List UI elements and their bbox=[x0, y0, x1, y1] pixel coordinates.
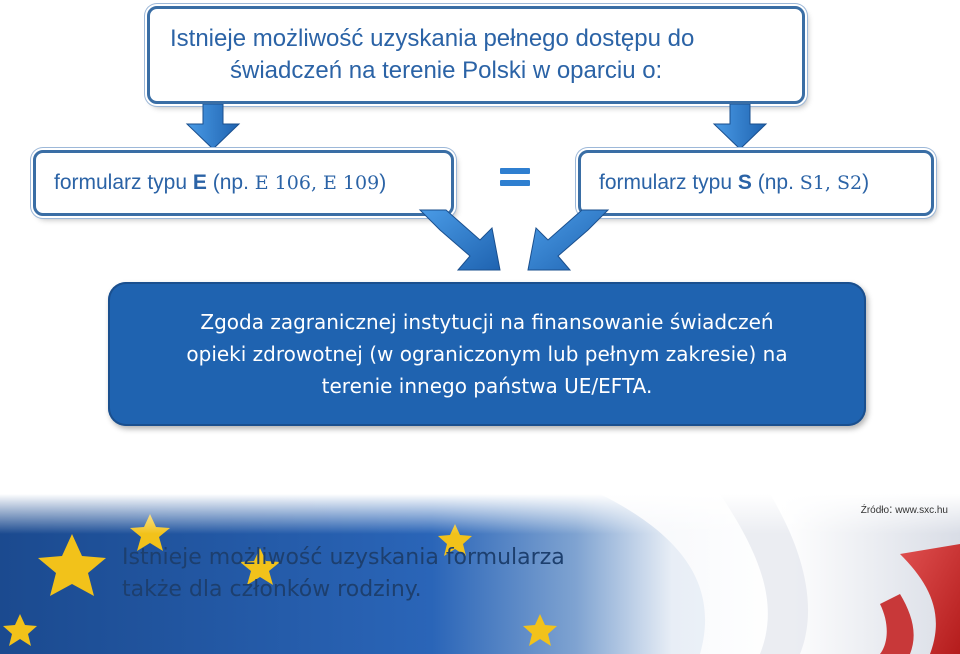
intro-line-2: świadczeń na terenie Polski w oparciu o: bbox=[230, 57, 663, 84]
banner-text bbox=[122, 542, 565, 606]
form-s-prefix: formularz typu bbox=[599, 171, 738, 194]
result-line-2: opieki zdrowotnej (w ograniczonym lub pełnym zakresie) na bbox=[186, 342, 788, 366]
result-line-1: Zgoda zagranicznej instytucji na finansowanie świadczeń bbox=[200, 310, 774, 334]
form-e-label bbox=[54, 171, 386, 195]
result-text bbox=[186, 306, 787, 402]
form-s-detail-close: ) bbox=[862, 171, 870, 194]
banner-line-2: także dla członków rodziny. bbox=[122, 577, 422, 602]
intro-text bbox=[170, 23, 782, 87]
intro-line-1: Istnieje możliwość uzyskania pełnego dostępu do bbox=[170, 25, 695, 52]
form-s-box bbox=[578, 150, 934, 216]
source-colon: : bbox=[889, 502, 893, 516]
arrow-down-right-icon bbox=[712, 104, 768, 150]
form-e-box bbox=[33, 150, 454, 216]
arrow-down-left-icon bbox=[185, 104, 241, 150]
form-s-codes: S1, S2 bbox=[799, 172, 863, 194]
form-e-detail-open: (np. bbox=[206, 171, 255, 194]
arrow-diagonal-right-icon bbox=[518, 200, 628, 275]
form-e-detail-close: ) bbox=[379, 171, 387, 194]
arrow-diagonal-left-icon bbox=[400, 200, 510, 275]
intro-box bbox=[147, 6, 805, 104]
result-line-3: terenie innego państwa UE/EFTA. bbox=[321, 374, 653, 398]
form-e-codes: E 106, E 109 bbox=[254, 172, 380, 194]
form-s-detail-open: (np. bbox=[751, 171, 800, 194]
equals-sign bbox=[496, 158, 536, 198]
form-e-prefix: formularz typu bbox=[54, 171, 193, 194]
equals-icon bbox=[496, 158, 536, 198]
form-s-label bbox=[599, 171, 869, 195]
form-s-type: S bbox=[737, 171, 752, 194]
result-box bbox=[108, 282, 866, 426]
source-site: www.sxc.hu bbox=[892, 505, 948, 516]
form-e-type: E bbox=[192, 171, 207, 194]
source-label: Źródło bbox=[860, 505, 890, 516]
banner-line-1: Istnieje możliwość uzyskania formularza bbox=[122, 545, 565, 570]
source-credit bbox=[861, 502, 948, 516]
